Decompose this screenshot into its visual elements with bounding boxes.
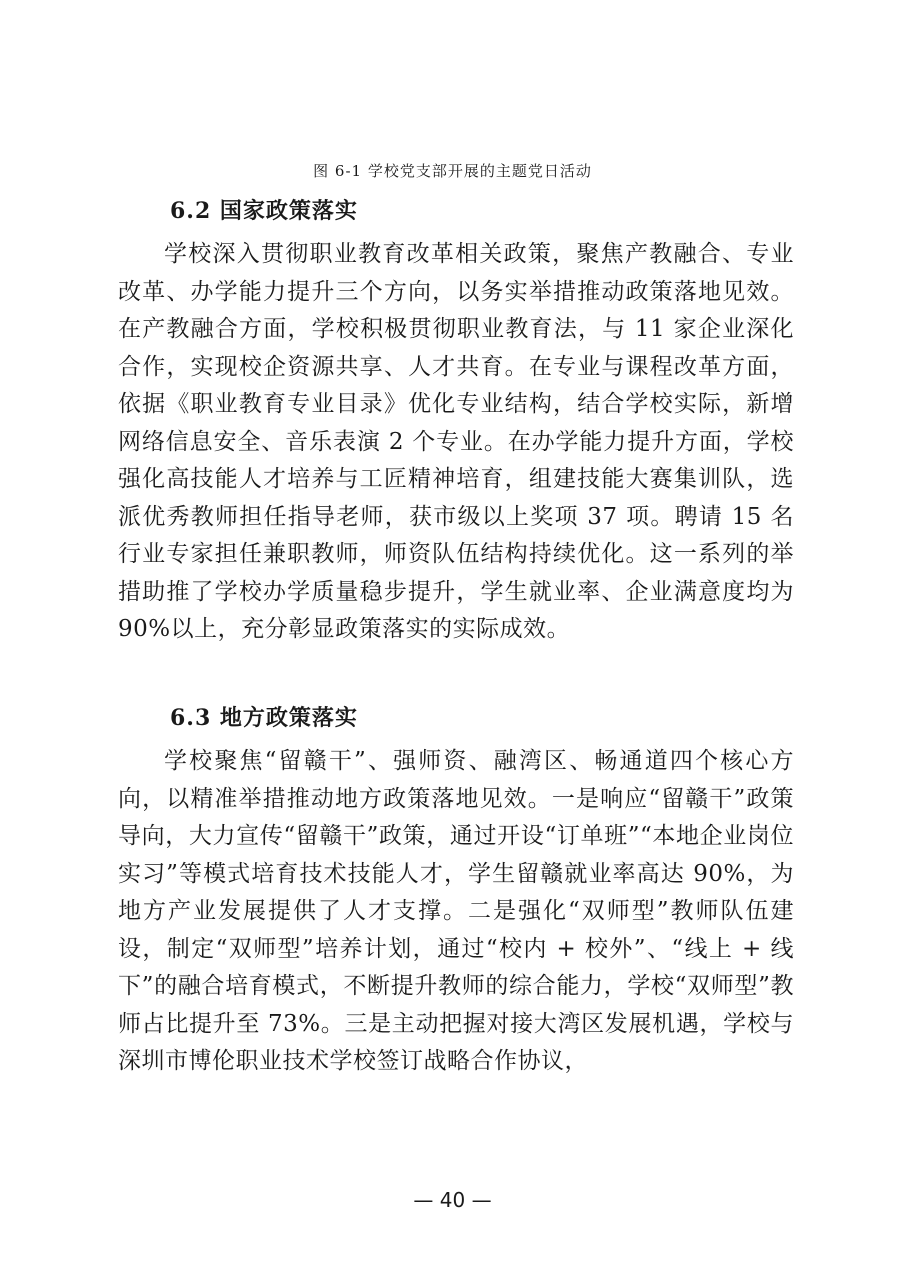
section-national-policy: [118, 196, 794, 649]
figure-caption: 图 6-1 学校党支部开展的主题党日活动: [313, 162, 592, 180]
page-number: — 40 —: [413, 1188, 492, 1212]
section-heading: 6.3 地方政策落实: [170, 705, 358, 731]
section-paragraph: 学校深入贯彻职业教育改革相关政策，聚焦产教融合、专业改革、办学能力提升三个方向，以务实举措推动政策落地见效。在产教融合方面，学校积极贯彻职业教育法，与 11 家企业深化合作，实现校企资源共享、人才共育。在专业与课程改革方面，依据《职业教育专业目录》优化专业结构，结合学校实际，新增网络信息安全、音乐表演 2 个专业。在办学能力提升方面，学校强化高技能人才培养与工匠精神培育，组建技能大赛集训队，选派优秀教师担任指导老师，获市级以上奖项 37 项。聘请 15 名行业专家担任兼职教师，师资队伍结构持续优化。这一系列的举措助推了学校办学质量稳步提升，学生就业率、企业满意度均为 90%以上，充分彰显政策落实的实际成效。: [118, 241, 794, 642]
section-local-policy: [118, 703, 794, 1081]
section-heading: 6.2 国家政策落实: [170, 198, 358, 224]
section-paragraph: 学校聚焦“留赣干”、强师资、融湾区、畅通道四个核心方向，以精准举措推动地方政策落地见效。一是响应“留赣干”政策导向，大力宣传“留赣干”政策，通过开设“订单班”“本地企业岗位实习”等模式培育技术技能人才，学生留赣就业率高达 90%，为地方产业发展提供了人才支撑。二是强化“双师型”教师队伍建设，制定“双师型”培养计划，通过“校内 + 校外”、“线上 + 线下”的融合培育模式，不断提升教师的综合能力，学校“双师型”教师占比提升至 73%。三是主动把握对接大湾区发展机遇，学校与深圳市博伦职业技术学校签订战略合作协议，: [118, 748, 794, 1074]
